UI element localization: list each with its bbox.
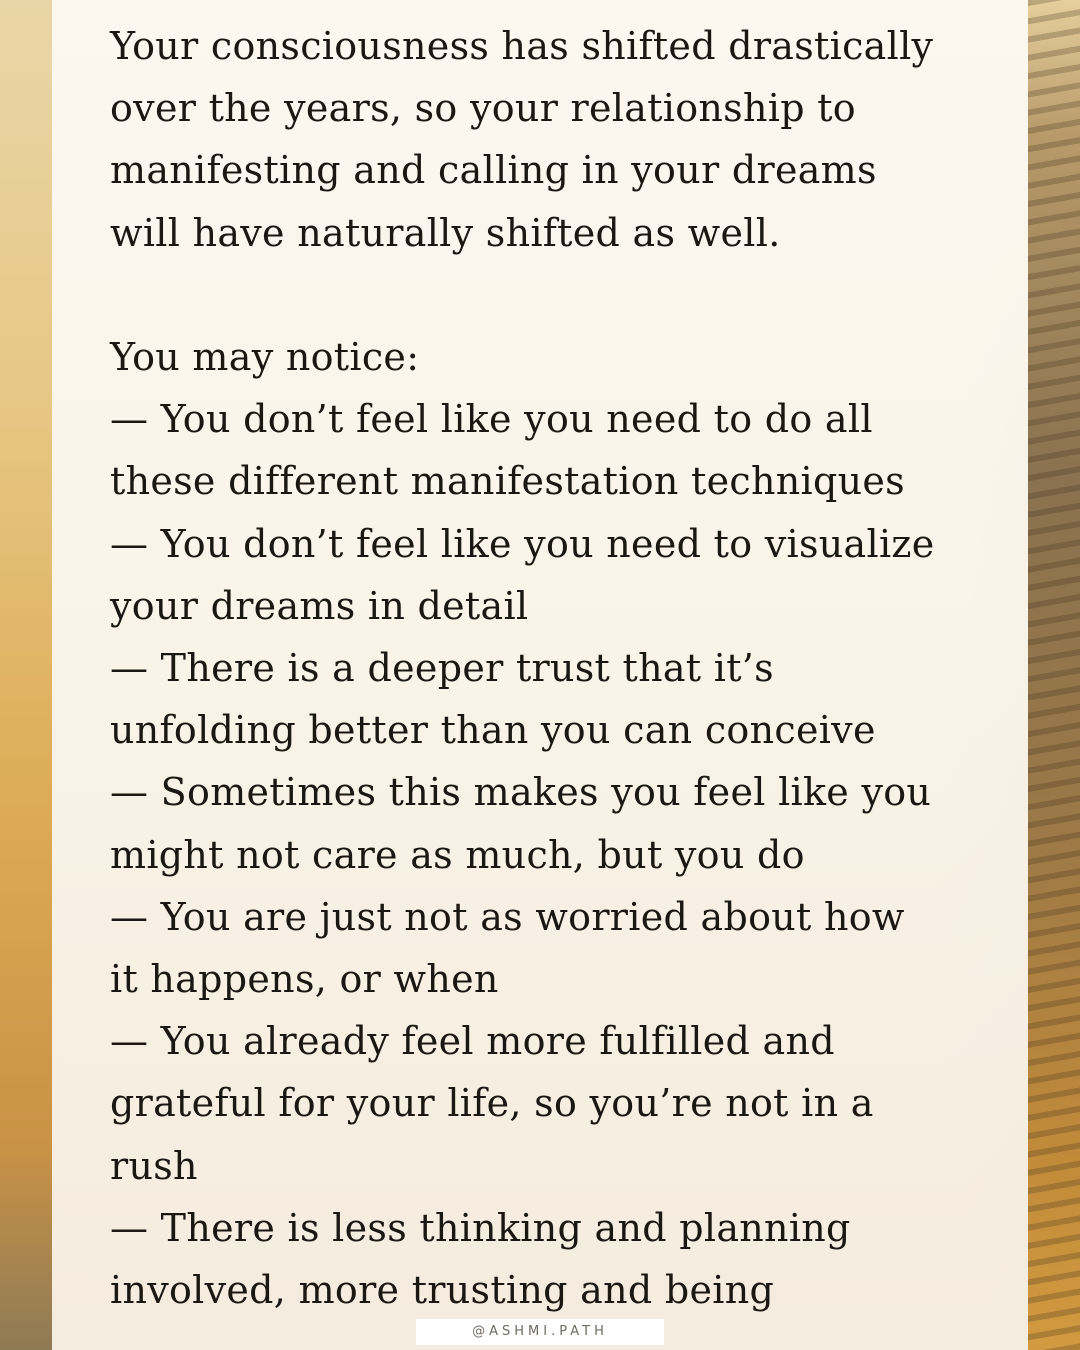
intro-line: will have naturally shifted as well. bbox=[110, 210, 781, 255]
notice-line: involved, more trusting and being bbox=[110, 1268, 775, 1313]
paragraph-gap bbox=[110, 264, 990, 326]
notice-line: — You already feel more fulfilled and bbox=[110, 1019, 835, 1064]
notice-line: these different manifestation techniques bbox=[110, 459, 905, 504]
intro-line: manifesting and calling in your dreams bbox=[110, 148, 877, 193]
notice-line: — You don’t feel like you need to do all bbox=[110, 397, 873, 442]
background-right-landscape bbox=[1028, 0, 1080, 1350]
notice-line: — You don’t feel like you need to visualize bbox=[110, 521, 935, 566]
notice-line: your dreams in detail bbox=[110, 583, 529, 628]
intro-line: Your consciousness has shifted drastically bbox=[110, 24, 934, 68]
notice-line: grateful for your life, so you’re not in a bbox=[110, 1081, 874, 1126]
notice-line: — Sometimes this makes you feel like you bbox=[110, 770, 932, 815]
notice-line: — You are just not as worried about how bbox=[110, 894, 905, 939]
notice-heading: You may notice: bbox=[110, 335, 420, 379]
notice-line: rush bbox=[110, 1143, 198, 1188]
post-text bbox=[110, 15, 990, 1321]
intro-line: over the years, so your relationship to bbox=[110, 86, 856, 131]
background-left-landscape bbox=[0, 0, 52, 1350]
notice-line: — There is less thinking and planning bbox=[110, 1205, 851, 1250]
author-handle: @ASHMI.PATH bbox=[416, 1319, 664, 1345]
notice-line: unfolding better than you can conceive bbox=[110, 708, 876, 753]
notice-line: might not care as much, but you do bbox=[110, 832, 805, 877]
notice-line: it happens, or when bbox=[110, 957, 499, 1002]
notice-line: — There is a deeper trust that it’s bbox=[110, 646, 774, 691]
